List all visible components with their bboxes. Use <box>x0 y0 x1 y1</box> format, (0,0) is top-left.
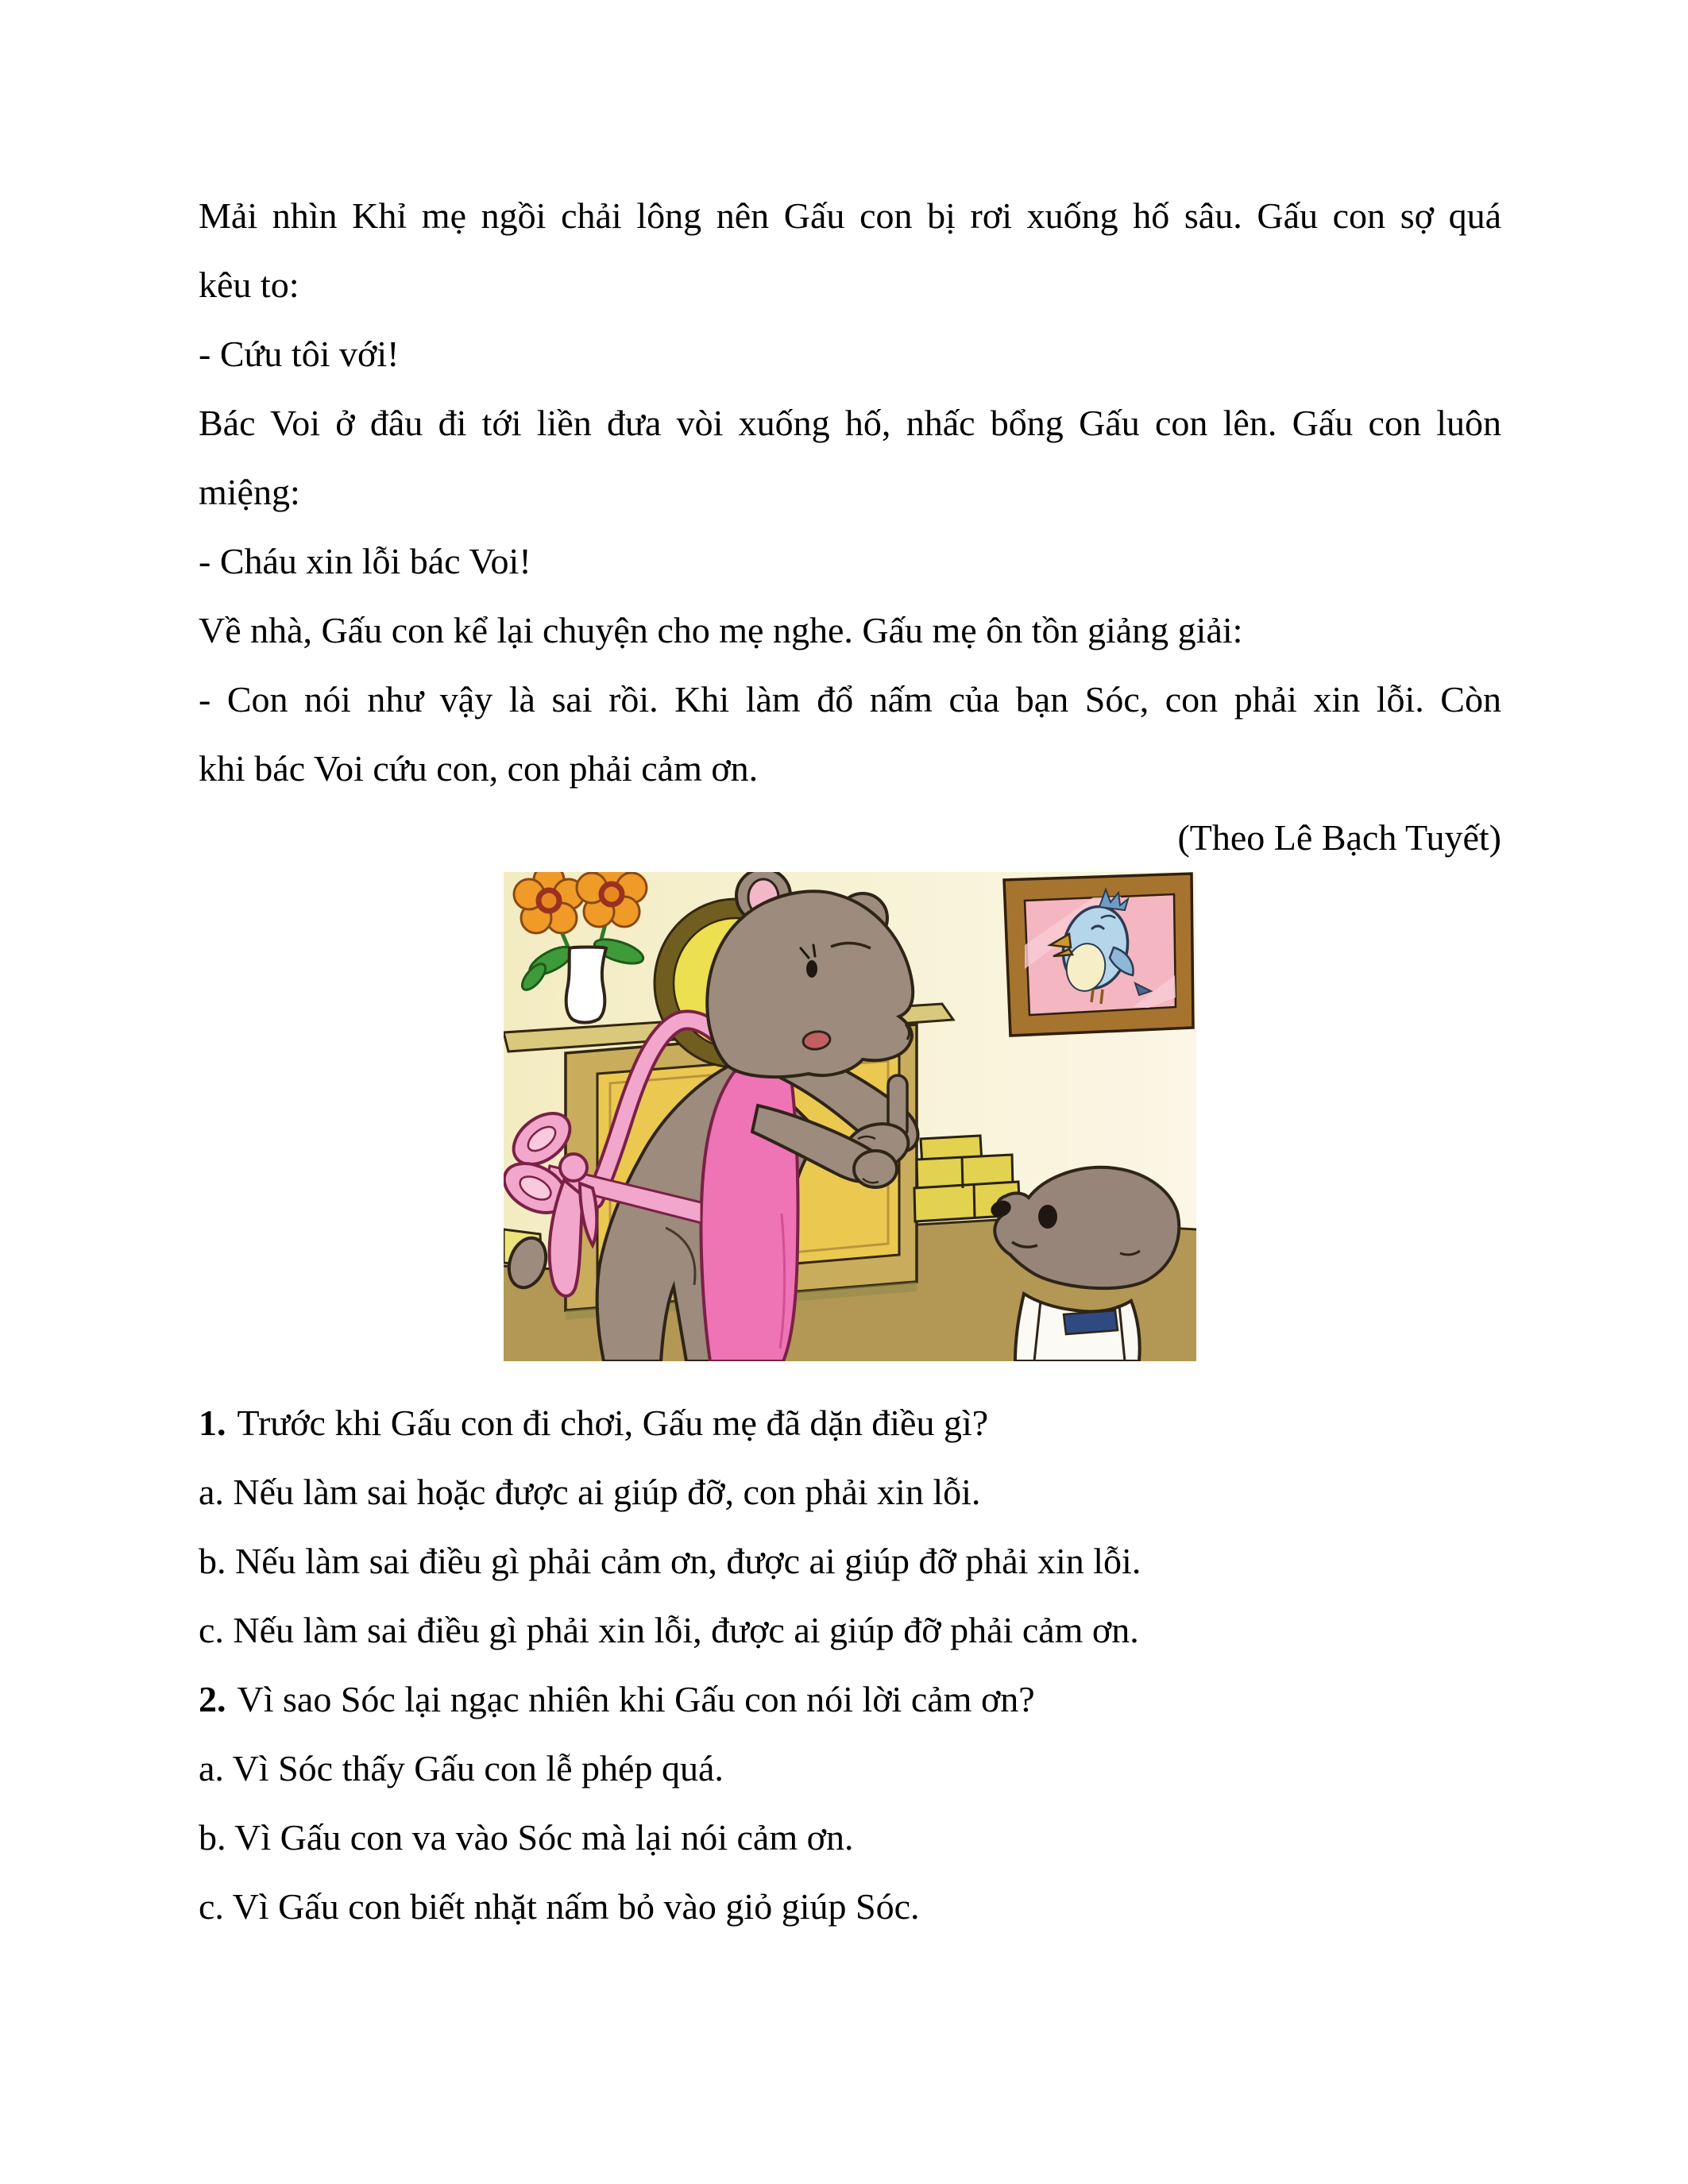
story-line: Về nhà, Gấu con kể lại chuyện cho mẹ nghe. Gấu mẹ ôn tồn giảng giải: <box>199 610 1243 650</box>
answer-option: c. Vì Gấu con biết nhặt nấm bỏ vào giỏ giúp Sóc. <box>199 1886 920 1927</box>
story-line: Mải nhìn Khỉ mẹ ngồi chải lông nên Gấu con bị rơi xuống hố sâu. Gấu con sợ quá <box>199 195 1501 236</box>
answer-option: a. Vì Sóc thấy Gấu con lễ phép quá. <box>199 1748 724 1788</box>
answer-option: b. Vì Gấu con va vào Sóc mà lại nói cảm ơn. <box>199 1817 854 1858</box>
answer-option: a. Nếu làm sai hoặc được ai giúp đỡ, con phải xin lỗi. <box>199 1472 981 1512</box>
question-2 <box>199 1665 1501 1734</box>
story-line: Bác Voi ở đâu đi tới liền đưa vòi xuống hố, nhấc bổng Gấu con lên. Gấu con luôn <box>199 403 1501 443</box>
question-1-text: Trước khi Gấu con đi chơi, Gấu mẹ đã dặn điều gì? <box>237 1403 989 1443</box>
answer-option: b. Nếu làm sai điều gì phải cảm ơn, được ai giúp đỡ phải xin lỗi. <box>199 1541 1141 1581</box>
story-line: - Con nói như vậy là sai rồi. Khi làm đổ nấm của bạn Sóc, con phải xin lỗi. Còn <box>199 679 1501 720</box>
author-credit: (Theo Lê Bạch Tuyết) <box>1177 817 1501 858</box>
story-line: - Cháu xin lỗi bác Voi! <box>199 541 531 581</box>
story-line: - Cứu tôi với! <box>199 334 400 374</box>
question-2-text: Vì sao Sóc lại ngạc nhiên khi Gấu con nói lời cảm ơn? <box>237 1679 1035 1719</box>
question-1 <box>199 1388 1501 1457</box>
story-line: khi bác Voi cứu con, con phải cảm ơn. <box>199 748 759 789</box>
questions-section <box>199 1388 1501 1941</box>
shirt-stripe <box>1064 1310 1118 1334</box>
story-text <box>199 181 1501 872</box>
question-1-number: 1. <box>199 1403 226 1443</box>
story-line: kêu to: <box>199 264 299 305</box>
picture-frame <box>1004 874 1193 1036</box>
story-line: miệng: <box>199 472 300 512</box>
question-2-number: 2. <box>199 1679 226 1719</box>
story-illustration <box>504 872 1196 1361</box>
answer-option: c. Nếu làm sai điều gì phải xin lỗi, được ai giúp đỡ phải cảm ơn. <box>199 1610 1139 1650</box>
